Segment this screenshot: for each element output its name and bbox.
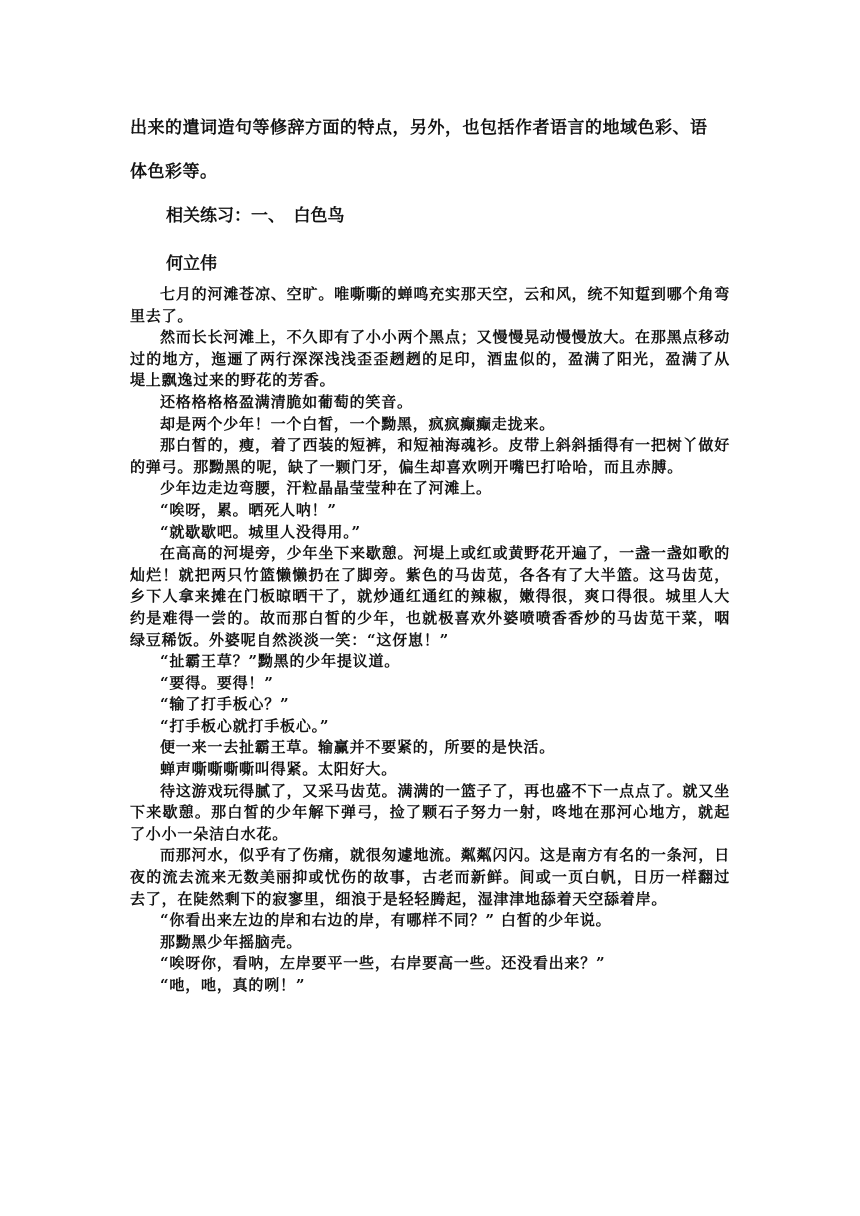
story-paragraph: “打手板心就打手板心。” [160, 716, 330, 735]
story-paragraph: 待这游戏玩得腻了，又采马齿苋。满满的一篮子了，再也盛不下一点点了。就又坐下来歇憩。那白皙的少年解下弹弓，捡了颗石子努力一射，咚地在那河心地方，就起了小小一朵洁白水花。 [130, 781, 730, 843]
story-paragraph: “唉呀你，看呐，左岸要平一些，右岸要高一些。还没看出来？” [160, 954, 606, 973]
story-paragraph: “就歇歇吧。城里人没得用。” [160, 522, 361, 541]
story-paragraph: 那黝黑少年摇脑壳。 [160, 932, 303, 951]
story-paragraph: 七月的河滩苍凉、空旷。唯嘶嘶的蝉鸣充实那天空，云和风，统不知踅到哪个角弯里去了。 [130, 285, 730, 325]
story-paragraph: 还格格格格盈满清脆如葡萄的笑音。 [160, 392, 413, 411]
story-paragraph: “唉呀，累。晒死人呐！” [160, 500, 337, 519]
intro-text-line-1: 出来的遣词造句等修辞方面的特点，另外，也包括作者语言的地域色彩、语 [130, 118, 708, 138]
story-paragraph: 在高高的河堤旁，少年坐下来歇憩。河堤上或红或黄野花开遍了，一盏一盏如歌的灿烂！就把两只竹篮懒懒扔在了脚旁。紫色的马齿苋，各各有了大半篮。这马齿苋，乡下人拿来摊在门板晾晒干了，就炒通红通红的辣椒，嫩得很，爽口得很。城里人大约是难得一尝的。故而那白皙的少年，也就极喜欢外婆喷喷香香炒的马齿苋干菜，咽绿豆稀饭。外婆呢自然淡淡一笑：“这伢崽！” [130, 544, 730, 649]
story-paragraph: “你看出来左边的岸和右边的岸，有哪样不同？” 白皙的少年说。 [160, 911, 612, 930]
story-paragraph: 然而长长河滩上，不久即有了小小两个黑点；又慢慢晃动慢慢放大。在那黑点移动过的地方，迤逦了两行深深浅浅歪歪趔趔的足印，酒盅似的，盈满了阳光，盈满了从堤上飘逸过来的野花的芳香。 [130, 328, 730, 390]
story-paragraph: “扯霸王草？”黝黑的少年提议道。 [160, 652, 401, 671]
story-paragraph: “吔，吔，真的咧！” [160, 976, 306, 994]
story-paragraph: 少年边走边弯腰，汗粒晶晶莹莹种在了河滩上。 [160, 479, 492, 498]
story-body [130, 284, 730, 997]
story-paragraph: “要得。要得！” [160, 673, 274, 692]
story-paragraph: “输了打手板心？” [160, 695, 290, 714]
intro-text-line-2: 体色彩等。 [130, 162, 218, 182]
story-paragraph: 那白皙的，瘦，着了西装的短裤，和短袖海魂衫。皮带上斜斜插得有一把树丫做好的弹弓。那黝黑的呢，缺了一颗门牙，偏生却喜欢咧开嘴巴打哈哈，而且赤膊。 [130, 436, 730, 476]
story-paragraph: 便一来一去扯霸王草。输赢并不要紧的，所要的是快活。 [160, 738, 556, 757]
story-paragraph: 却是两个少年！一个白皙，一个黝黑，疯疯癫癫走拢来。 [160, 414, 556, 433]
story-author: 何立伟 [166, 254, 217, 274]
story-paragraph: 蝉声嘶嘶嘶嘶叫得紧。太阳好大。 [160, 760, 398, 779]
story-paragraph: 而那河水，似乎有了伤痛，就很匆遽地流。粼粼闪闪。这是南方有名的一条河，日夜的流去流来无数美丽抑或忧伤的故事，古老而新鲜。间或一页白帆，日历一样翻过去了，在陡然剩下的寂寥里，细浪于是轻轻腾起，湿津津地舔着天空舔着岸。 [130, 846, 730, 908]
practice-heading: 相关练习：一、 白色鸟 [166, 206, 345, 226]
